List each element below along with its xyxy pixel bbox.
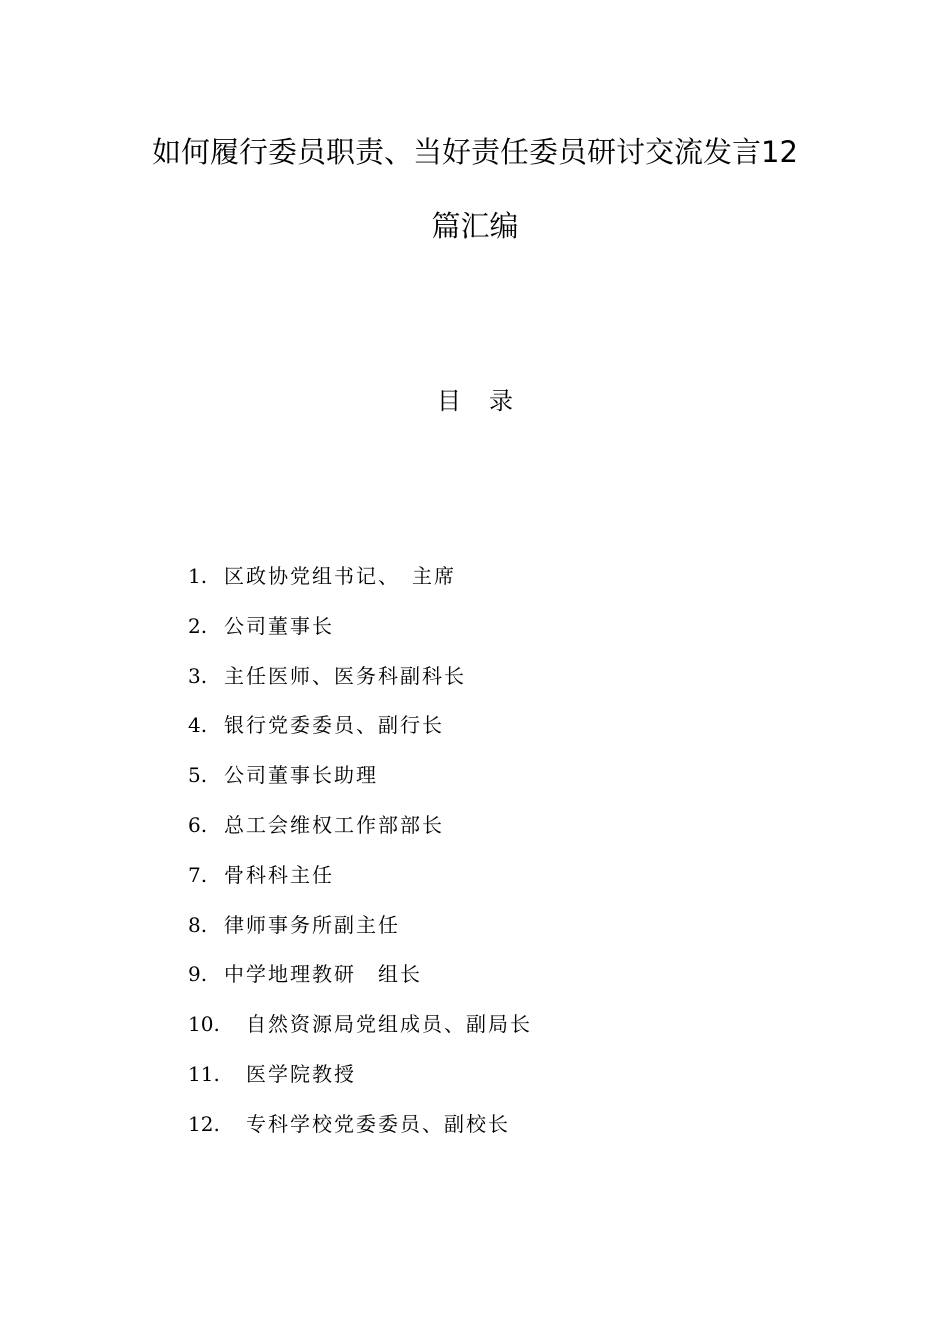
toc-item: [188, 658, 532, 708]
toc-item-text: 专科学校党委委员、副校长: [246, 1111, 510, 1136]
toc-item-text: 中学地理教研 组长: [224, 962, 422, 987]
toc-item: [188, 956, 532, 1006]
toc-item-text: 总工会维权工作部部长: [224, 812, 444, 837]
toc-item-number: 6.: [188, 812, 208, 837]
toc-item-text: 律师事务所副主任: [224, 912, 400, 937]
toc-item: [188, 608, 532, 658]
toc-heading: 目录: [437, 387, 541, 415]
toc-item-text: 公司董事长助理: [224, 763, 378, 788]
toc-item: [188, 857, 532, 907]
toc-item: [188, 558, 532, 608]
toc-item-number: 5.: [188, 763, 208, 788]
toc-item-text: 银行党委委员、副行长: [224, 713, 444, 738]
toc-item-number: 7.: [188, 862, 208, 887]
toc-item-number: 11.: [188, 1061, 220, 1086]
toc-item-number: 10.: [188, 1012, 220, 1037]
toc-item-number: 1.: [188, 564, 208, 588]
toc-item: [188, 1106, 532, 1156]
toc-item-text: 公司董事长: [224, 613, 334, 638]
toc-item: [188, 1056, 532, 1106]
toc-item: [188, 707, 532, 757]
toc-item-text: 主任医师、医务科副科长: [224, 663, 466, 688]
toc-item-number: 4.: [188, 713, 208, 738]
toc-item-number: 9.: [188, 962, 208, 987]
toc-item-text: 医学院教授: [246, 1061, 356, 1086]
toc-item-number: 8.: [188, 912, 208, 937]
document-title-line-2: 篇汇编: [431, 209, 519, 243]
toc-item: [188, 907, 532, 957]
toc-item: [188, 807, 532, 857]
toc-item-text: 骨科科主任: [224, 862, 334, 887]
toc-item-number: 12.: [188, 1111, 220, 1136]
toc-item-text: 区政协党组书记、 主席: [224, 564, 456, 588]
document-title-line-1: 如何履行委员职责、当好责任委员研讨交流发言12: [152, 135, 798, 169]
toc-item-number: 3.: [188, 663, 208, 688]
toc-item: [188, 1006, 532, 1056]
toc-list: [188, 558, 532, 1156]
toc-item-text: 自然资源局党组成员、副局长: [246, 1012, 532, 1037]
toc-item-number: 2.: [188, 613, 208, 638]
toc-item: [188, 757, 532, 807]
